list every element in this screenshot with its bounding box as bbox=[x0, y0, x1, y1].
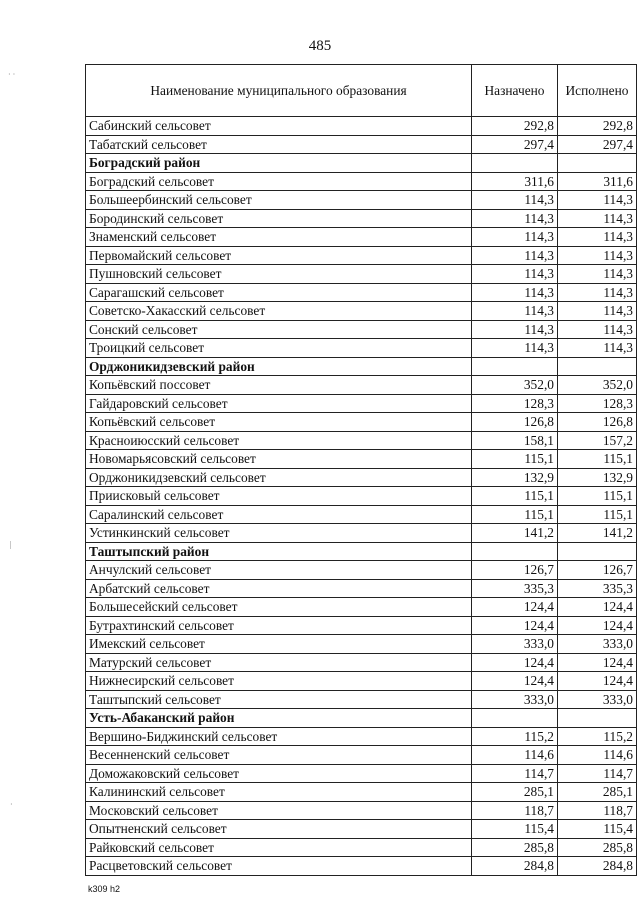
municipality-name: Весенненский сельсовет bbox=[86, 746, 472, 765]
planned-value: 311,6 bbox=[472, 172, 558, 191]
executed-value: 124,4 bbox=[558, 616, 637, 635]
municipality-name: Сонский сельсовет bbox=[86, 320, 472, 339]
executed-value: 115,1 bbox=[558, 450, 637, 469]
table-row bbox=[86, 783, 637, 802]
municipality-name: Калининский сельсовет bbox=[86, 783, 472, 802]
municipality-name: Приисковый сельсовет bbox=[86, 487, 472, 506]
table-row bbox=[86, 265, 637, 284]
planned-value: 114,3 bbox=[472, 320, 558, 339]
executed-value: 333,0 bbox=[558, 690, 637, 709]
planned-value: 132,9 bbox=[472, 468, 558, 487]
municipality-name: Красноиюсский сельсовет bbox=[86, 431, 472, 450]
executed-value: 335,3 bbox=[558, 579, 637, 598]
executed-value: 114,3 bbox=[558, 302, 637, 321]
table-row bbox=[86, 653, 637, 672]
planned-value: 115,1 bbox=[472, 487, 558, 506]
municipality-name: Копьёвский сельсовет bbox=[86, 413, 472, 432]
planned-value: 114,3 bbox=[472, 302, 558, 321]
budget-table bbox=[85, 64, 637, 876]
table-row bbox=[86, 302, 637, 321]
planned-value: 335,3 bbox=[472, 579, 558, 598]
municipality-name: Троицкий сельсовет bbox=[86, 339, 472, 358]
table-row bbox=[86, 394, 637, 413]
executed-value: 124,4 bbox=[558, 598, 637, 617]
municipality-name: Сарагашский сельсовет bbox=[86, 283, 472, 302]
header-name-text: Наименование муниципального образования bbox=[150, 82, 407, 98]
executed-value: 114,3 bbox=[558, 283, 637, 302]
executed-value: 115,1 bbox=[558, 505, 637, 524]
table-header-row bbox=[86, 65, 637, 117]
municipality-name: Знаменский сельсовет bbox=[86, 228, 472, 247]
table-row bbox=[86, 857, 637, 876]
executed-value: 157,2 bbox=[558, 431, 637, 450]
municipality-name: Арбатский сельсовет bbox=[86, 579, 472, 598]
municipality-name: Доможаковский сельсовет bbox=[86, 764, 472, 783]
executed-value: 114,7 bbox=[558, 764, 637, 783]
executed-value bbox=[558, 357, 637, 376]
table-row bbox=[86, 376, 637, 395]
table-row bbox=[86, 690, 637, 709]
municipality-name: Большеербинский сельсовет bbox=[86, 191, 472, 210]
executed-value: 118,7 bbox=[558, 801, 637, 820]
executed-value: 124,4 bbox=[558, 672, 637, 691]
table-row bbox=[86, 191, 637, 210]
municipality-name: Нижнесирский сельсовет bbox=[86, 672, 472, 691]
table-row bbox=[86, 746, 637, 765]
table-row bbox=[86, 524, 637, 543]
table-row bbox=[86, 283, 637, 302]
planned-value: 285,1 bbox=[472, 783, 558, 802]
table-row bbox=[86, 117, 637, 136]
executed-value: 115,1 bbox=[558, 487, 637, 506]
municipality-name: Вершино-Биджинский сельсовет bbox=[86, 727, 472, 746]
executed-value: 285,1 bbox=[558, 783, 637, 802]
planned-value: 284,8 bbox=[472, 857, 558, 876]
table-row bbox=[86, 579, 637, 598]
table-row bbox=[86, 320, 637, 339]
planned-value bbox=[472, 154, 558, 173]
planned-value: 115,4 bbox=[472, 820, 558, 839]
planned-value bbox=[472, 542, 558, 561]
planned-value: 124,4 bbox=[472, 672, 558, 691]
municipality-name: Расцветовский сельсовет bbox=[86, 857, 472, 876]
municipality-name: Табатский сельсовет bbox=[86, 135, 472, 154]
table-row bbox=[86, 616, 637, 635]
district-header-row bbox=[86, 154, 637, 173]
executed-value: 333,0 bbox=[558, 635, 637, 654]
municipality-name: Советско-Хакасский сельсовет bbox=[86, 302, 472, 321]
executed-value: 285,8 bbox=[558, 838, 637, 857]
municipality-name: Первомайский сельсовет bbox=[86, 246, 472, 265]
planned-value: 128,3 bbox=[472, 394, 558, 413]
planned-value bbox=[472, 709, 558, 728]
table-row bbox=[86, 801, 637, 820]
district-header-row bbox=[86, 357, 637, 376]
municipality-name: Большесейский сельсовет bbox=[86, 598, 472, 617]
planned-value: 118,7 bbox=[472, 801, 558, 820]
municipality-name: Матурский сельсовет bbox=[86, 653, 472, 672]
municipality-name: Московский сельсовет bbox=[86, 801, 472, 820]
executed-value: 128,3 bbox=[558, 394, 637, 413]
planned-value bbox=[472, 357, 558, 376]
executed-value: 126,7 bbox=[558, 561, 637, 580]
table-row bbox=[86, 838, 637, 857]
planned-value: 124,4 bbox=[472, 653, 558, 672]
planned-value: 114,3 bbox=[472, 228, 558, 247]
municipality-name: Пушновский сельсовет bbox=[86, 265, 472, 284]
planned-value: 114,3 bbox=[472, 209, 558, 228]
table-row bbox=[86, 561, 637, 580]
planned-value: 115,1 bbox=[472, 450, 558, 469]
header-planned: Назначено bbox=[472, 65, 558, 117]
footer-code: k309 h2 bbox=[88, 884, 121, 894]
district-header-row bbox=[86, 709, 637, 728]
table-row bbox=[86, 135, 637, 154]
executed-value: 114,3 bbox=[558, 246, 637, 265]
planned-value: 124,4 bbox=[472, 616, 558, 635]
municipality-name: Таштыпский сельсовет bbox=[86, 690, 472, 709]
executed-value bbox=[558, 542, 637, 561]
executed-value: 132,9 bbox=[558, 468, 637, 487]
municipality-name: Гайдаровский сельсовет bbox=[86, 394, 472, 413]
planned-value: 114,3 bbox=[472, 246, 558, 265]
table-row bbox=[86, 635, 637, 654]
executed-value: 297,4 bbox=[558, 135, 637, 154]
scan-speck: · · bbox=[8, 70, 16, 79]
table-row bbox=[86, 246, 637, 265]
district-name: Таштыпский район bbox=[86, 542, 472, 561]
table-row bbox=[86, 431, 637, 450]
planned-value: 124,4 bbox=[472, 598, 558, 617]
municipality-name: Опытненский сельсовет bbox=[86, 820, 472, 839]
municipality-name: Устинкинский сельсовет bbox=[86, 524, 472, 543]
planned-value: 141,2 bbox=[472, 524, 558, 543]
planned-value: 158,1 bbox=[472, 431, 558, 450]
planned-value: 285,8 bbox=[472, 838, 558, 857]
executed-value: 114,6 bbox=[558, 746, 637, 765]
planned-value: 126,7 bbox=[472, 561, 558, 580]
planned-value: 115,1 bbox=[472, 505, 558, 524]
scan-speck: · bbox=[10, 800, 13, 809]
municipality-name: Боградский сельсовет bbox=[86, 172, 472, 191]
table-row bbox=[86, 672, 637, 691]
table-row bbox=[86, 820, 637, 839]
executed-value bbox=[558, 154, 637, 173]
table-row bbox=[86, 487, 637, 506]
scan-speck: | bbox=[10, 540, 12, 549]
executed-value: 292,8 bbox=[558, 117, 637, 136]
table-row bbox=[86, 450, 637, 469]
planned-value: 115,2 bbox=[472, 727, 558, 746]
table-row bbox=[86, 413, 637, 432]
executed-value: 115,2 bbox=[558, 727, 637, 746]
table-row bbox=[86, 172, 637, 191]
table-row bbox=[86, 228, 637, 247]
header-executed: Исполнено bbox=[558, 65, 637, 117]
table-row bbox=[86, 764, 637, 783]
executed-value: 284,8 bbox=[558, 857, 637, 876]
executed-value: 352,0 bbox=[558, 376, 637, 395]
municipality-name: Сабинский сельсовет bbox=[86, 117, 472, 136]
executed-value: 115,4 bbox=[558, 820, 637, 839]
page-number: 485 bbox=[308, 38, 332, 54]
table-row bbox=[86, 505, 637, 524]
planned-value: 292,8 bbox=[472, 117, 558, 136]
planned-value: 333,0 bbox=[472, 635, 558, 654]
municipality-name: Бутрахтинский сельсовет bbox=[86, 616, 472, 635]
table-row bbox=[86, 598, 637, 617]
table-row bbox=[86, 727, 637, 746]
municipality-name: Анчулский сельсовет bbox=[86, 561, 472, 580]
executed-value: 114,3 bbox=[558, 228, 637, 247]
planned-value: 114,3 bbox=[472, 283, 558, 302]
executed-value: 114,3 bbox=[558, 320, 637, 339]
planned-value: 114,7 bbox=[472, 764, 558, 783]
table-body bbox=[86, 117, 637, 876]
planned-value: 352,0 bbox=[472, 376, 558, 395]
municipality-name: Бородинский сельсовет bbox=[86, 209, 472, 228]
district-header-row bbox=[86, 542, 637, 561]
executed-value: 114,3 bbox=[558, 265, 637, 284]
executed-value: 311,6 bbox=[558, 172, 637, 191]
district-name: Усть-Абаканский район bbox=[86, 709, 472, 728]
executed-value: 114,3 bbox=[558, 209, 637, 228]
municipality-name: Новомарьясовский сельсовет bbox=[86, 450, 472, 469]
municipality-name: Саралинский сельсовет bbox=[86, 505, 472, 524]
municipality-name: Райковский сельсовет bbox=[86, 838, 472, 857]
municipality-name: Имекский сельсовет bbox=[86, 635, 472, 654]
municipality-name: Орджоникидзевский сельсовет bbox=[86, 468, 472, 487]
executed-value: 124,4 bbox=[558, 653, 637, 672]
executed-value: 114,3 bbox=[558, 339, 637, 358]
district-name: Орджоникидзевский район bbox=[86, 357, 472, 376]
planned-value: 114,3 bbox=[472, 191, 558, 210]
executed-value: 114,3 bbox=[558, 191, 637, 210]
planned-value: 297,4 bbox=[472, 135, 558, 154]
planned-value: 126,8 bbox=[472, 413, 558, 432]
executed-value: 141,2 bbox=[558, 524, 637, 543]
executed-value bbox=[558, 709, 637, 728]
planned-value: 114,3 bbox=[472, 339, 558, 358]
planned-value: 114,3 bbox=[472, 265, 558, 284]
planned-value: 114,6 bbox=[472, 746, 558, 765]
table-row bbox=[86, 209, 637, 228]
table-row bbox=[86, 339, 637, 358]
district-name: Боградский район bbox=[86, 154, 472, 173]
executed-value: 126,8 bbox=[558, 413, 637, 432]
header-name bbox=[86, 65, 472, 117]
table-row bbox=[86, 468, 637, 487]
municipality-name: Копьёвский поссовет bbox=[86, 376, 472, 395]
planned-value: 333,0 bbox=[472, 690, 558, 709]
